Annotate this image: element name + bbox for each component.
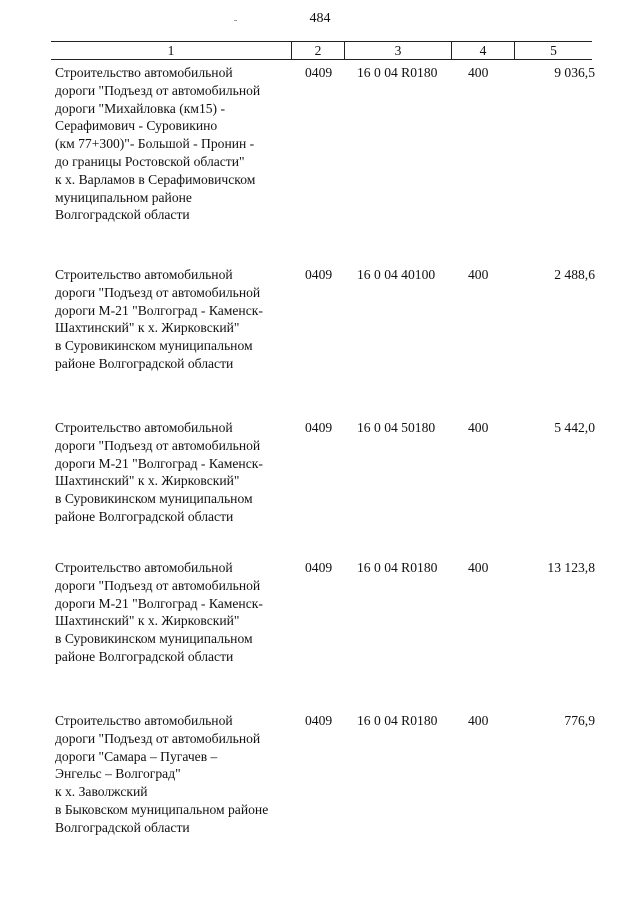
table-header-row (51, 42, 592, 60)
row-name-line: муниципальном районе (55, 189, 192, 205)
column-header-5: 5 (514, 42, 592, 59)
row-name (55, 266, 295, 373)
row-name-line: Строительство автомобильной (55, 713, 233, 728)
row-name-line: дороги "Подъезд от автомобильной (55, 730, 261, 746)
row-type: 400 (468, 713, 489, 728)
row-name-line: дороги М-21 "Волгоград - Каменск- (55, 595, 263, 611)
row-code: 0409 (305, 267, 333, 282)
row-code: 0409 (305, 420, 333, 435)
column-header-3: 3 (344, 42, 451, 59)
row-name-line: Строительство автомобильной (55, 560, 233, 575)
row-name-line: дороги М-21 "Волгоград - Каменск- (55, 302, 263, 318)
row-name (55, 64, 295, 224)
row-target: 16 0 04 40100 (357, 267, 436, 282)
column-header-4: 4 (451, 42, 514, 59)
scan-mark (234, 20, 237, 21)
row-sum: 9 036,5 (554, 65, 595, 80)
row-name-line: дороги "Подъезд от автомобильной (55, 284, 261, 300)
row-name-line: в Суровикинском муниципальном (55, 491, 253, 507)
column-header-1: 1 (167, 43, 175, 58)
row-name-line: Волгоградской области (55, 819, 190, 835)
row-name-line: дороги "Подъезд от автомобильной (55, 577, 261, 593)
row-name-line: районе Волгоградской области (55, 508, 234, 524)
row-name-line: Строительство автомобильной (55, 267, 233, 282)
row-name (55, 419, 295, 526)
row-type: 400 (468, 267, 489, 282)
row-name-line: дороги "Михайловка (км15) - (55, 100, 226, 116)
row-code: 0409 (305, 65, 333, 80)
row-name-line: к х. Заволжский (55, 784, 148, 800)
row-target: 16 0 04 50180 (357, 420, 436, 435)
row-type: 400 (468, 560, 489, 575)
column-header-2: 2 (291, 42, 344, 59)
row-type: 400 (468, 65, 489, 80)
row-name-line: Строительство автомобильной (55, 420, 233, 435)
row-name-line: в Суровикинском муниципальном (55, 631, 253, 647)
row-name (55, 712, 295, 837)
row-name-line: (км 77+300)"- Большой - Пронин - (55, 136, 255, 152)
row-name-line: в Суровикинском муниципальном (55, 338, 253, 354)
row-sum: 13 123,8 (547, 560, 595, 575)
row-name-line: Волгоградской области (55, 207, 190, 223)
row-name-line: дороги "Подъезд от автомобильной (55, 82, 261, 98)
row-name-line: Шахтинский" к х. Жирковский" (55, 473, 240, 489)
row-name-line: районе Волгоградской области (55, 355, 234, 371)
row-name-line: районе Волгоградской области (55, 648, 234, 664)
row-name-line: дороги М-21 "Волгоград - Каменск- (55, 455, 263, 471)
row-sum: 776,9 (564, 713, 595, 728)
row-type: 400 (468, 420, 489, 435)
row-name-line: Серафимович - Суровикино (55, 118, 218, 134)
row-name-line: дороги "Самара – Пугачев – (55, 748, 218, 764)
row-name-line: Энгельс – Волгоград" (55, 766, 181, 782)
row-name-line: в Быковском муниципальном районе (55, 801, 269, 817)
row-name-line: Шахтинский" к х. Жирковский" (55, 320, 240, 336)
row-target: 16 0 04 R0180 (357, 65, 438, 80)
row-target: 16 0 04 R0180 (357, 560, 438, 575)
row-sum: 2 488,6 (554, 267, 595, 282)
row-name-line: к х. Варламов в Серафимовичском (55, 171, 256, 187)
row-target: 16 0 04 R0180 (357, 713, 438, 728)
row-name (55, 559, 295, 666)
row-name-line: до границы Ростовской области" (55, 153, 245, 169)
row-code: 0409 (305, 560, 333, 575)
page-number: 484 (309, 11, 331, 26)
row-name-line: дороги "Подъезд от автомобильной (55, 437, 261, 453)
row-name-line: Шахтинский" к х. Жирковский" (55, 613, 240, 629)
row-code: 0409 (305, 713, 333, 728)
row-name-line: Строительство автомобильной (55, 65, 233, 80)
row-sum: 5 442,0 (554, 420, 595, 435)
